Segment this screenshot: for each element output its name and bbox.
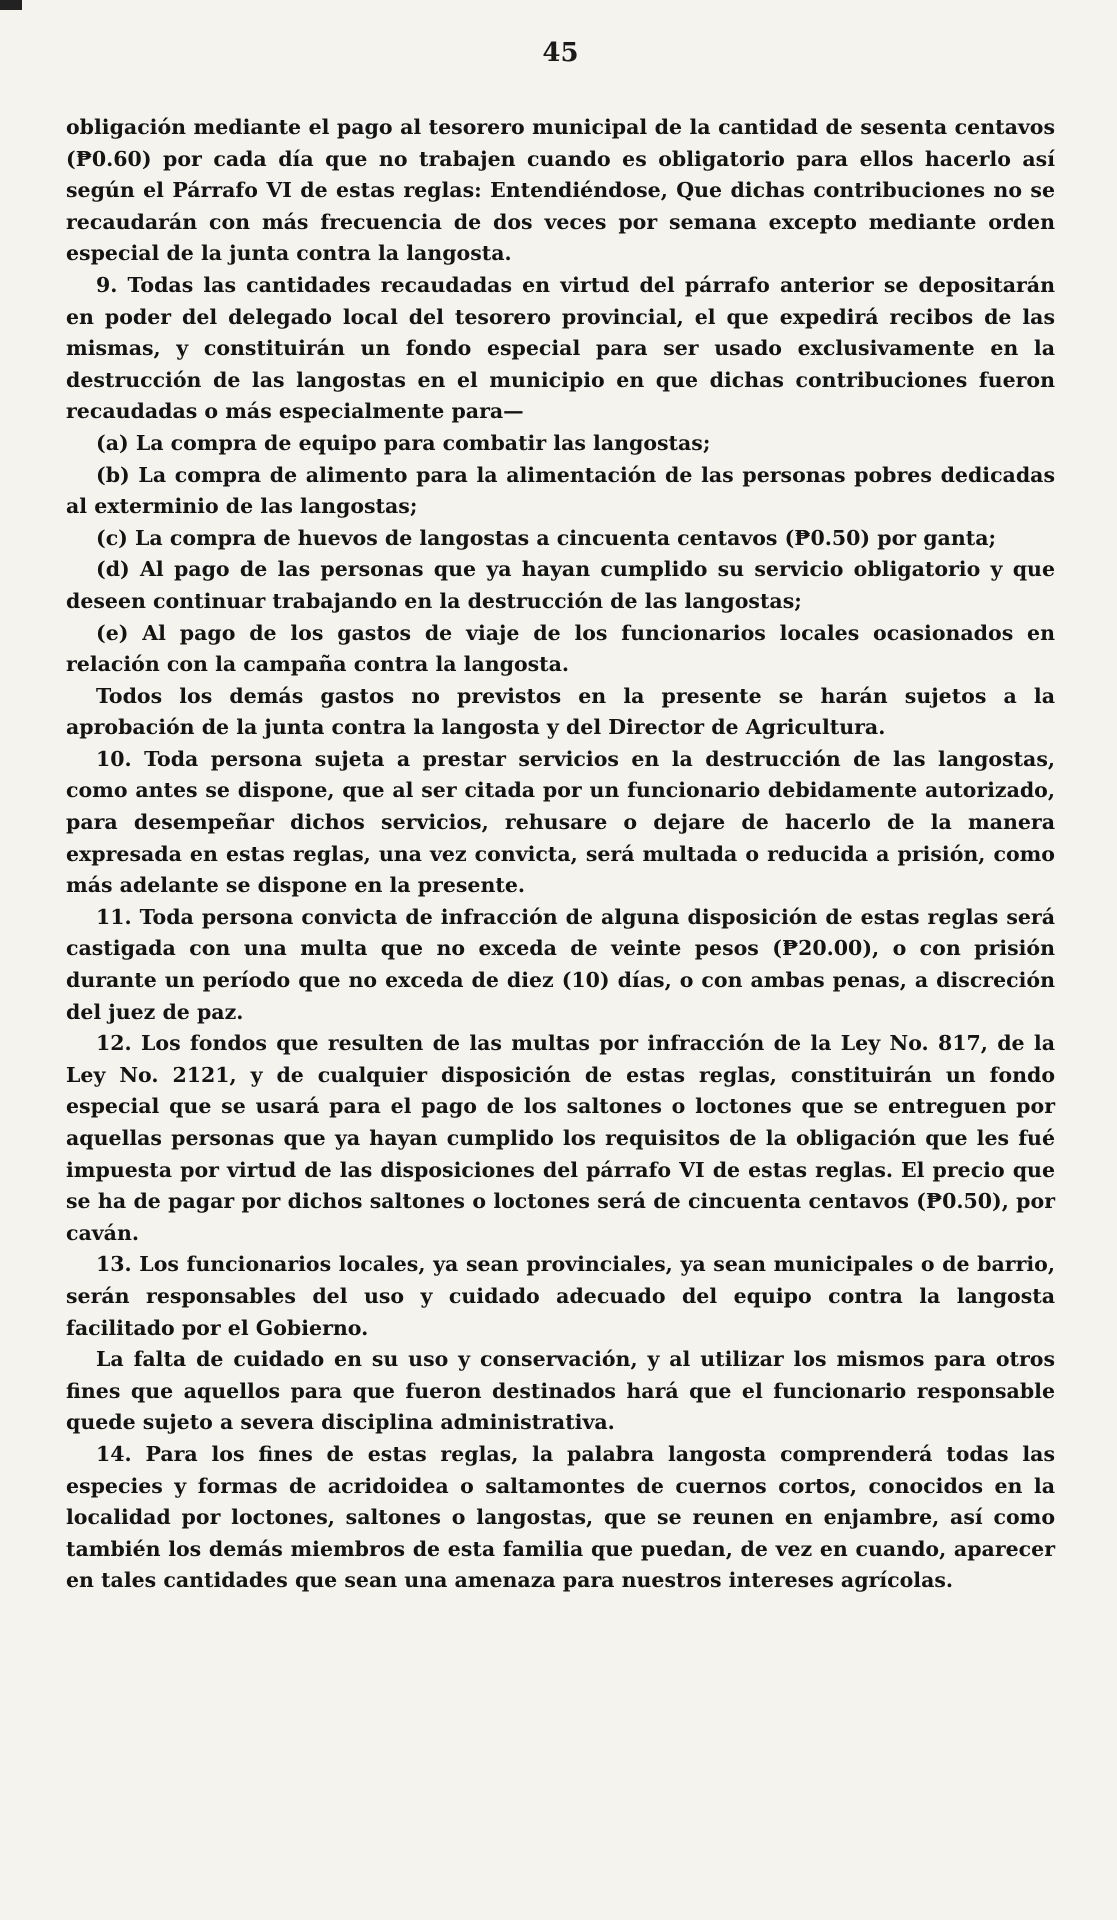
paragraph-10: 10. Toda persona sujeta a prestar servicios en la destrucción de las langostas, como antes se dispone, que al ser citada por un funcionario debidamente autorizado, para desempeñar dichos servicios, rehusare o dejare de hacerlo de la manera expresada en estas reglas, una vez convicta, será multada o reducida a prisión, como más adelante se dispone en la presente.	[66, 746, 1055, 898]
paragraph-13: 13. Los funcionarios locales, ya sean provinciales, ya sean municipales o de barrio, serán responsables del uso y cuidado adecuado del equipo contra la langosta facilitado por el Gobierno.	[66, 1252, 1055, 1340]
list-item-c: (c) La compra de huevos de langostas a cincuenta centavos (₱0.50) por ganta;	[96, 525, 997, 550]
list-item-e: (e) Al pago de los gastos de viaje de los funcionarios locales ocasionados en relación con la campaña contra la langosta.	[66, 620, 1055, 677]
list-item-a: (a) La compra de equipo para combatir las langostas;	[96, 430, 711, 455]
paragraph-9: 9. Todas las cantidades recaudadas en virtud del párrafo anterior se depositarán en poder del delegado local del tesorero provincial, el que expedirá recibos de las mismas, y constituirán un fondo especial para ser usado exclusivamente en la destrucción de las langostas en el municipio en que dichas contribuciones fueron recaudadas o más especialmente para—	[66, 272, 1055, 424]
paragraph-care: La falta de cuidado en su uso y conservación, y al utilizar los mismos para otros fines que aquellos para que fueron destinados hará que el funcionario responsable quede sujeto a severa disciplina administrativa.	[66, 1347, 1055, 1435]
paragraph-other-expenses: Todos los demás gastos no previstos en la presente se harán sujetos a la aprobación de la junta contra la langosta y del Director de Agricultura.	[66, 683, 1055, 740]
scan-corner-mark	[0, 0, 22, 10]
list-item-d: (d) Al pago de las personas que ya hayan cumplido su servicio obligatorio y que deseen continuar trabajando en la destrucción de las langostas;	[66, 557, 1055, 613]
paragraph-11: 11. Toda persona convicta de infracción de alguna disposición de estas reglas será castigada con una multa que no exceda de veinte pesos (₱20.00), o con prisión durante un período que no exceda de diez (10) días, o con ambas penas, a discreción del juez de paz.	[66, 904, 1055, 1024]
page-number: 45	[542, 38, 579, 68]
paragraph-12: 12. Los fondos que resulten de las multas por infracción de la Ley No. 817, de la Ley No. 2121, y de cualquier disposición de estas reglas, constituirán un fondo especial que se usará para el pago de los saltones o loctones que se entreguen por aquellas personas que ya hayan cumplido los requisitos de la obligación que les fué impuesta por virtud de las disposiciones del párrafo VI de estas reglas. El precio que se ha de pagar por dichos saltones o loctones será de cincuenta centavos (₱0.50), por caván.	[66, 1031, 1055, 1245]
paragraph-continuation: obligación mediante el pago al tesorero municipal de la cantidad de sesenta centavos (₱0.60) por cada día que no trabajen cuando es obligatorio para ellos hacerlo así según el Párrafo VI de estas reglas: Entendiéndose, Que dichas contribuciones no se recaudarán con más frecuencia de dos veces por semana excepto mediante orden especial de la junta contra la langosta.	[66, 115, 1055, 266]
paragraph-14: 14. Para los fines de estas reglas, la palabra langosta comprenderá todas las especies y formas de acridoidea o saltamontes de cuernos cortos, conocidos en la localidad por loctones, saltones o langostas, que se reunen en enjambre, así como también los demás miembros de esta familia que puedan, de vez en cuando, aparecer en tales cantidades que sean una amenaza para nuestros intereses agrícolas.	[66, 1441, 1055, 1593]
list-item-b: (b) La compra de alimento para la alimentación de las personas pobres dedicadas al exterminio de las langostas;	[66, 462, 1055, 519]
